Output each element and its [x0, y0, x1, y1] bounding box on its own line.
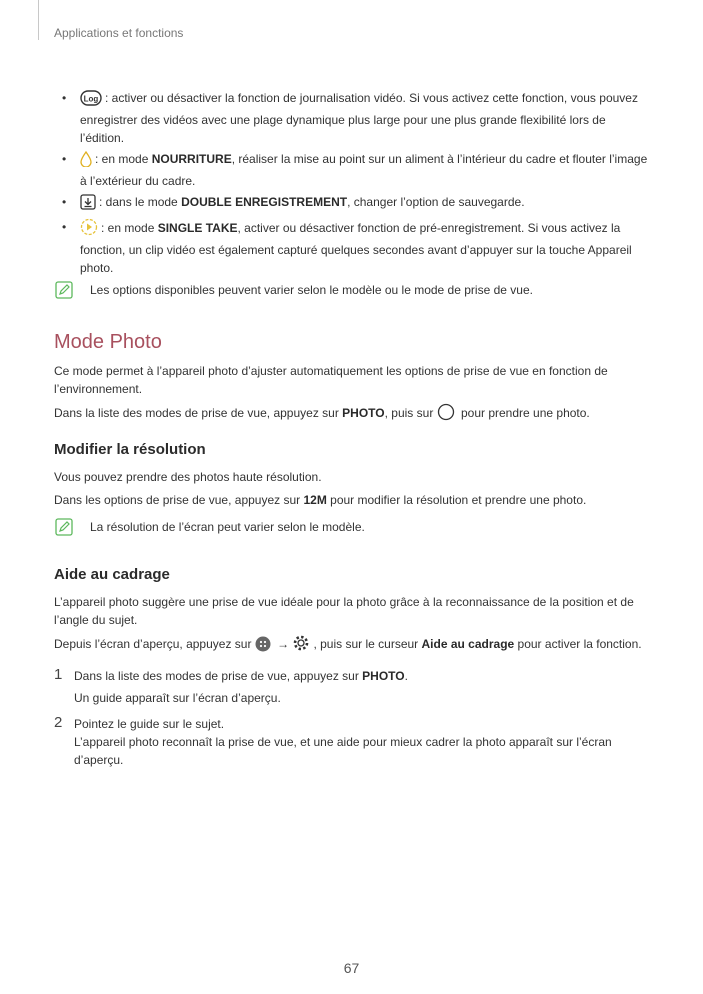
section-title: Mode Photo — [54, 331, 162, 353]
paragraph: Depuis l’écran d’aperçu, appuyez sur → , puis sur le curseur Aide au cadrage pour activer la fonction. — [54, 634, 650, 657]
subsection-title: Aide au cadrage — [54, 566, 170, 583]
margin-rule — [38, 0, 39, 40]
list-item: • : en mode NOURRITURE, réaliser la mise au point sur un aliment à l’intérieur du cadre et flouter l’image à l’extérieur du cadre. — [54, 150, 650, 190]
list-item: • : dans le mode DOUBLE ENREGISTREMENT, changer l’option de sauvegarde. — [54, 193, 650, 215]
note-text: La résolution de l’écran peut varier selon le modèle. — [90, 520, 365, 534]
step-number: 1 — [54, 666, 63, 683]
list-item: • : en mode SINGLE TAKE, activer ou désactiver fonction de pré-enregistrement. Si vous activez la fonction, un clip vidéo est également capturé quelques secondes avant d’appuyer sur la touche Appareil photo. — [54, 218, 650, 277]
gear-icon — [292, 634, 310, 657]
step-item: 1 Dans la liste des modes de prise de vue, appuyez sur PHOTO. Un guide apparaît sur l’écran d’aperçu. — [54, 667, 650, 707]
log-description: : activer ou désactiver la fonction de journalisation vidéo. Si vous activez cette fonction, vous pouvez enregistrer des vidéos avec une plage dynamique plus large pour une plus grande flexibilité lors de l’édition. — [80, 91, 638, 145]
paragraph: Dans la liste des modes de prise de vue, appuyez sur PHOTO, puis sur pour prendre une photo. — [54, 403, 650, 426]
list-item — [54, 89, 650, 147]
step-detail: L’appareil photo reconnaît la prise de vue, et une aide pour mieux cadrer la photo apparaît sur l’écran d’aperçu. — [74, 735, 612, 767]
pre-record-play-icon — [80, 218, 98, 241]
note-pencil-icon — [55, 518, 73, 542]
paragraph: Vous pouvez prendre des photos haute résolution. — [54, 470, 322, 484]
mode-name: NOURRITURE — [151, 152, 232, 166]
note — [54, 280, 650, 300]
note-pencil-icon — [55, 281, 73, 305]
page-content — [54, 89, 650, 773]
note — [54, 517, 650, 537]
page-number: 67 — [343, 960, 360, 976]
shutter-icon — [437, 403, 455, 426]
svg-text:Log: • Log — [83, 94, 99, 104]
paragraph: Ce mode permet à l’appareil photo d’ajuster automatiquement les options de prise de vue en fonction de l’environnement. — [54, 364, 608, 396]
paragraph: L’appareil photo suggère une prise de vue idéale pour la photo grâce à la reconnaissance de la position et de l’angle du sujet. — [54, 595, 634, 627]
step-item: 2 Pointez le guide sur le sujet. L’appareil photo reconnaît la prise de vue, et une aide pour mieux cadrer la photo apparaît sur l’écran d’aperçu. — [54, 715, 650, 769]
options-list — [54, 89, 650, 277]
log-video-icon — [80, 90, 102, 111]
subsection-title: Modifier la résolution — [54, 441, 206, 458]
mode-name: SINGLE TAKE — [157, 221, 238, 235]
paragraph: Dans les options de prise de vue, appuyez sur 12M pour modifier la résolution et prendre une photo. — [54, 493, 587, 507]
steps-list — [54, 667, 650, 769]
drop-icon — [80, 151, 92, 172]
save-download-icon — [80, 194, 96, 215]
running-header: Applications et fonctions — [54, 26, 184, 40]
note-text: Les options disponibles peuvent varier selon le modèle ou le mode de prise de vue. — [90, 283, 533, 297]
more-options-icon — [255, 636, 271, 657]
step-number: 2 — [54, 714, 63, 731]
step-detail: Un guide apparaît sur l’écran d’aperçu. — [74, 691, 281, 705]
mode-name: DOUBLE ENREGISTREMENT — [181, 195, 348, 209]
